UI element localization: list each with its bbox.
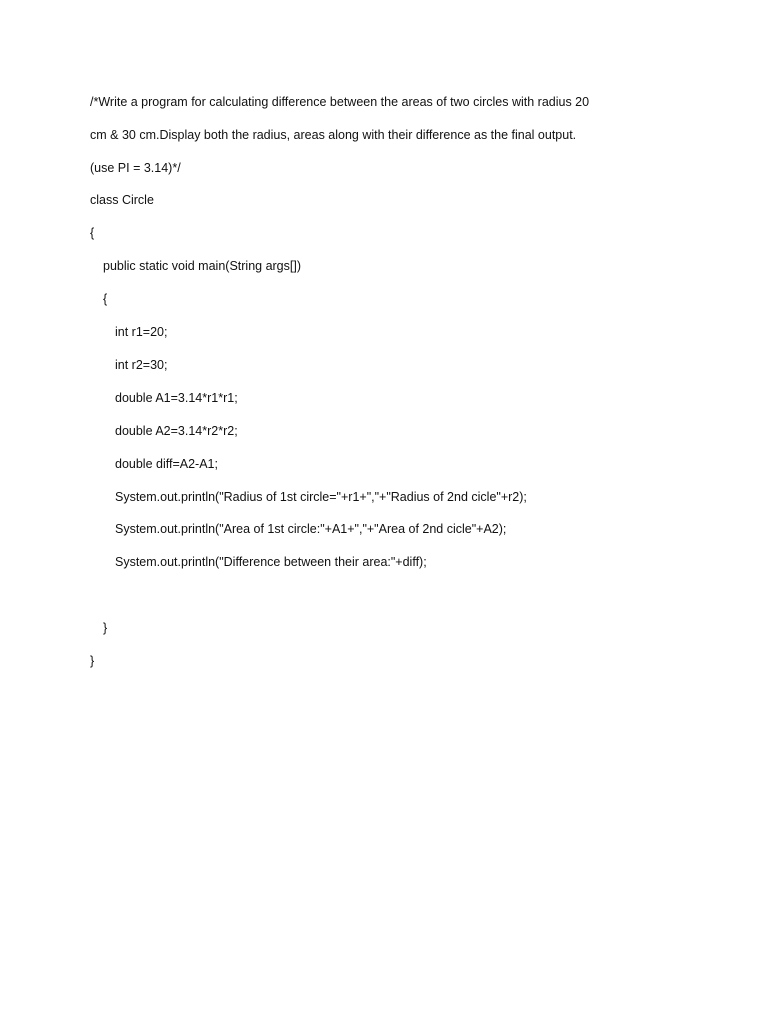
method-close-brace: } (103, 621, 108, 635)
comment-line-3: (use PI = 3.14)*/ (90, 161, 181, 175)
code-line-print-area: System.out.println("Area of 1st circle:"+A1+","+"Area of 2nd cicle"+A2); (115, 522, 507, 536)
class-open-brace: { (90, 226, 95, 240)
code-line-print-radius: System.out.println("Radius of 1st circle="+r1+","+"Radius of 2nd cicle"+r2); (115, 490, 527, 504)
class-close-brace: } (90, 654, 95, 668)
class-declaration: class Circle (90, 193, 154, 207)
code-line-a1: double A1=3.14*r1*r1; (115, 391, 238, 405)
code-line-diff: double diff=A2-A1; (115, 457, 218, 471)
comment-line-1: /*Write a program for calculating difference between the areas of two circles with radius 20 (90, 95, 590, 109)
method-open-brace: { (103, 292, 108, 306)
main-method-signature: public static void main(String args[]) (103, 259, 301, 273)
code-line-r1: int r1=20; (115, 325, 168, 339)
code-line-print-difference: System.out.println("Difference between their area:"+diff); (115, 555, 427, 569)
comment-line-2: cm & 30 cm.Display both the radius, areas along with their difference as the final output. (90, 128, 577, 142)
code-line-r2: int r2=30; (115, 358, 168, 372)
code-line-a2: double A2=3.14*r2*r2; (115, 424, 238, 438)
